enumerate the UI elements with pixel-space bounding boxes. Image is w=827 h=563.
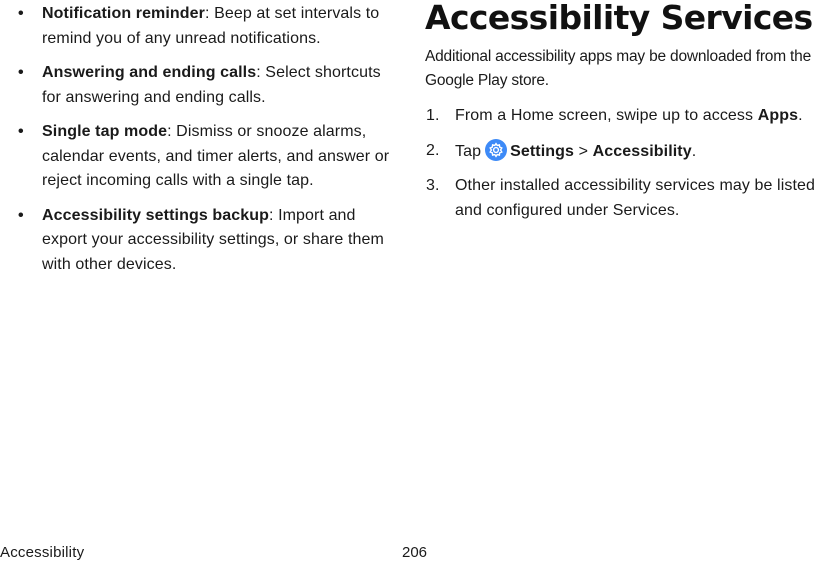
list-item <box>18 120 400 194</box>
term-notification-reminder: Notification reminder <box>42 5 206 22</box>
description: : Import and export your accessibility settings, or share them with other devices. <box>42 206 384 273</box>
intro-paragraph: Additional accessibility apps may be downloaded from the Google Play store. <box>425 48 811 89</box>
description: : Beep at set intervals to remind you of any unread notifications. <box>42 5 380 47</box>
step-text: Tap <box>455 142 482 160</box>
bullet: • <box>18 123 24 140</box>
step-2 <box>425 139 827 165</box>
settings-label: Settings <box>510 142 575 160</box>
punctuation: . <box>691 142 697 160</box>
bullet: • <box>18 206 24 224</box>
punctuation: . <box>798 107 803 124</box>
step-1 <box>425 104 827 129</box>
description: : Select shortcuts for answering and ending calls. <box>42 64 381 106</box>
settings-gear-icon <box>485 139 507 161</box>
bullet: • <box>18 64 24 81</box>
list-item <box>18 2 400 51</box>
term-answering-ending-calls: Answering and ending calls <box>42 64 257 81</box>
step-3 <box>425 174 827 223</box>
step-text: From a Home screen, swipe up to access <box>455 107 758 124</box>
step-number: 3. <box>426 177 440 194</box>
page-number: 206 <box>402 544 428 561</box>
separator: > <box>574 142 593 160</box>
term-accessibility-settings-backup: Accessibility settings backup <box>42 206 269 224</box>
right-column <box>425 0 827 233</box>
step-number: 1. <box>426 107 440 124</box>
bullet: • <box>18 5 24 22</box>
steps-list <box>425 104 827 223</box>
step-text: Other installed accessibility services may be listed and configured under Services. <box>455 177 816 219</box>
accessibility-label: Accessibility <box>592 142 692 160</box>
footer-section-name: Accessibility <box>0 544 85 561</box>
list-item <box>18 61 400 110</box>
description: : Dismiss or snooze alarms, calendar events, and timer alerts, and answer or reject incoming calls with a single tap. <box>42 123 390 189</box>
apps-label: Apps <box>757 107 799 124</box>
term-single-tap-mode: Single tap mode <box>42 123 168 140</box>
list-item <box>18 204 400 278</box>
step-number: 2. <box>426 141 440 159</box>
section-title: Accessibility Services <box>425 0 813 37</box>
left-column <box>18 2 400 287</box>
